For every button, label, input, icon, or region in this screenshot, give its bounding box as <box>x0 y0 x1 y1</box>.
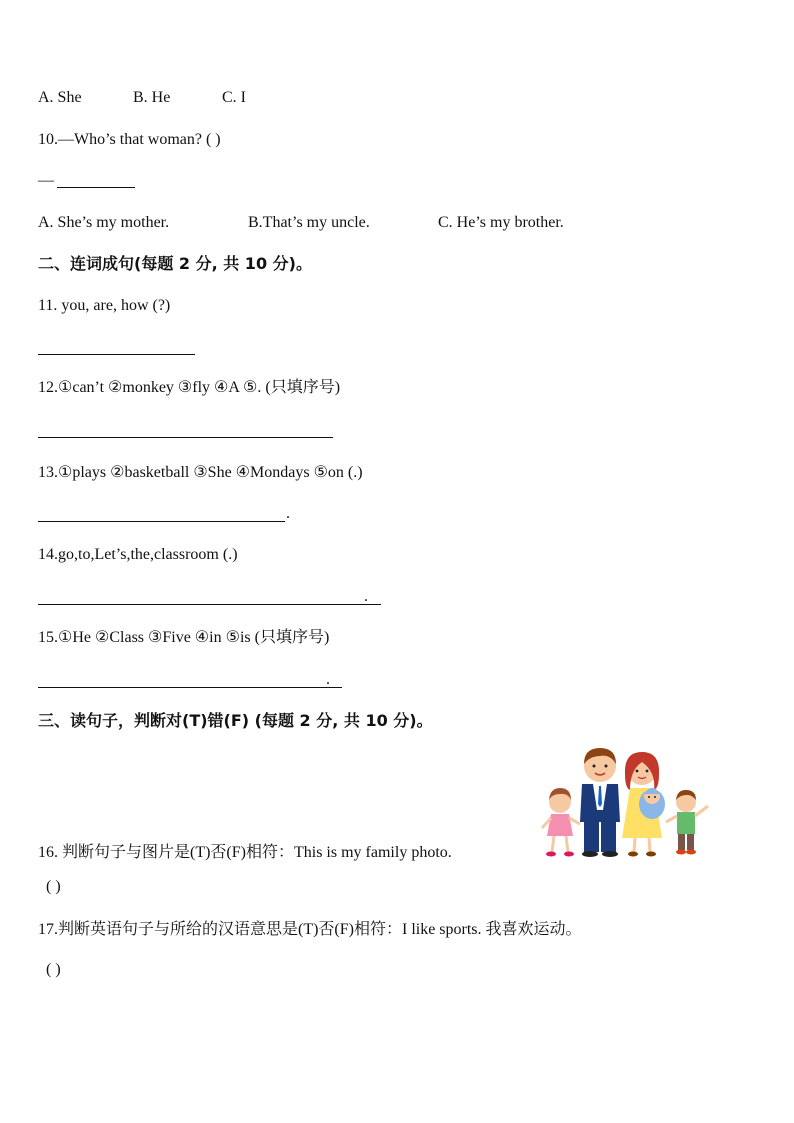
q17-text: 17.判断英语句子与所给的汉语意思是(T)否(F)相符：I like sports. 我喜欢运动。 <box>38 921 582 938</box>
q9-option-c: C. I <box>222 89 246 106</box>
q11-text: 11. you, are, how (?) <box>38 297 171 314</box>
section3-title: 三、读句子，判断对(T)错(F) (每题 2 分, 共 10 分)。 <box>38 711 433 730</box>
q14-answer-blank[interactable] <box>38 604 381 605</box>
q13-text: 13.①plays ②basketball ③She ④Mondays ⑤on (.) <box>38 464 363 481</box>
q15-text: 15.①He ②Class ③Five ④in ⑤is (只填序号) <box>38 629 330 646</box>
q10-option-c: C. He’s my brother. <box>438 214 564 231</box>
q16-text: 16. 判断句子与图片是(T)否(F)相符：This is my family photo. <box>38 844 452 861</box>
q10-option-b: B.That’s my uncle. <box>248 214 370 231</box>
q10-answer-dash: — <box>38 172 54 189</box>
q10-answer-blank[interactable] <box>57 187 135 188</box>
q10-question: 10.—Who’s that woman? ( ) <box>38 131 221 148</box>
q10-option-a: A. She’s my mother. <box>38 214 170 231</box>
q17-answer-paren[interactable]: ( ) <box>46 961 61 978</box>
girl-figure <box>542 788 580 857</box>
q14-period: . <box>364 588 368 605</box>
q13-answer-blank[interactable] <box>38 521 285 522</box>
q12-answer-blank[interactable] <box>38 437 333 438</box>
q15-answer-blank[interactable] <box>38 687 342 688</box>
q14-text: 14.go,to,Let’s,the,classroom (.) <box>38 546 238 563</box>
q9-option-b: B. He <box>133 89 171 106</box>
q15-period: . <box>326 671 330 688</box>
family-illustration <box>538 744 718 862</box>
q13-period: . <box>286 505 290 522</box>
q16-answer-paren[interactable]: ( ) <box>46 878 61 895</box>
q12-text: 12.①can’t ②monkey ③fly ④A ⑤. (只填序号) <box>38 379 341 396</box>
q11-answer-blank[interactable] <box>38 354 195 355</box>
boy-figure <box>666 790 708 855</box>
father-figure <box>580 748 620 857</box>
q9-option-a: A. She <box>38 89 82 106</box>
section2-title: 二、连词成句(每题 2 分, 共 10 分)。 <box>38 254 312 273</box>
